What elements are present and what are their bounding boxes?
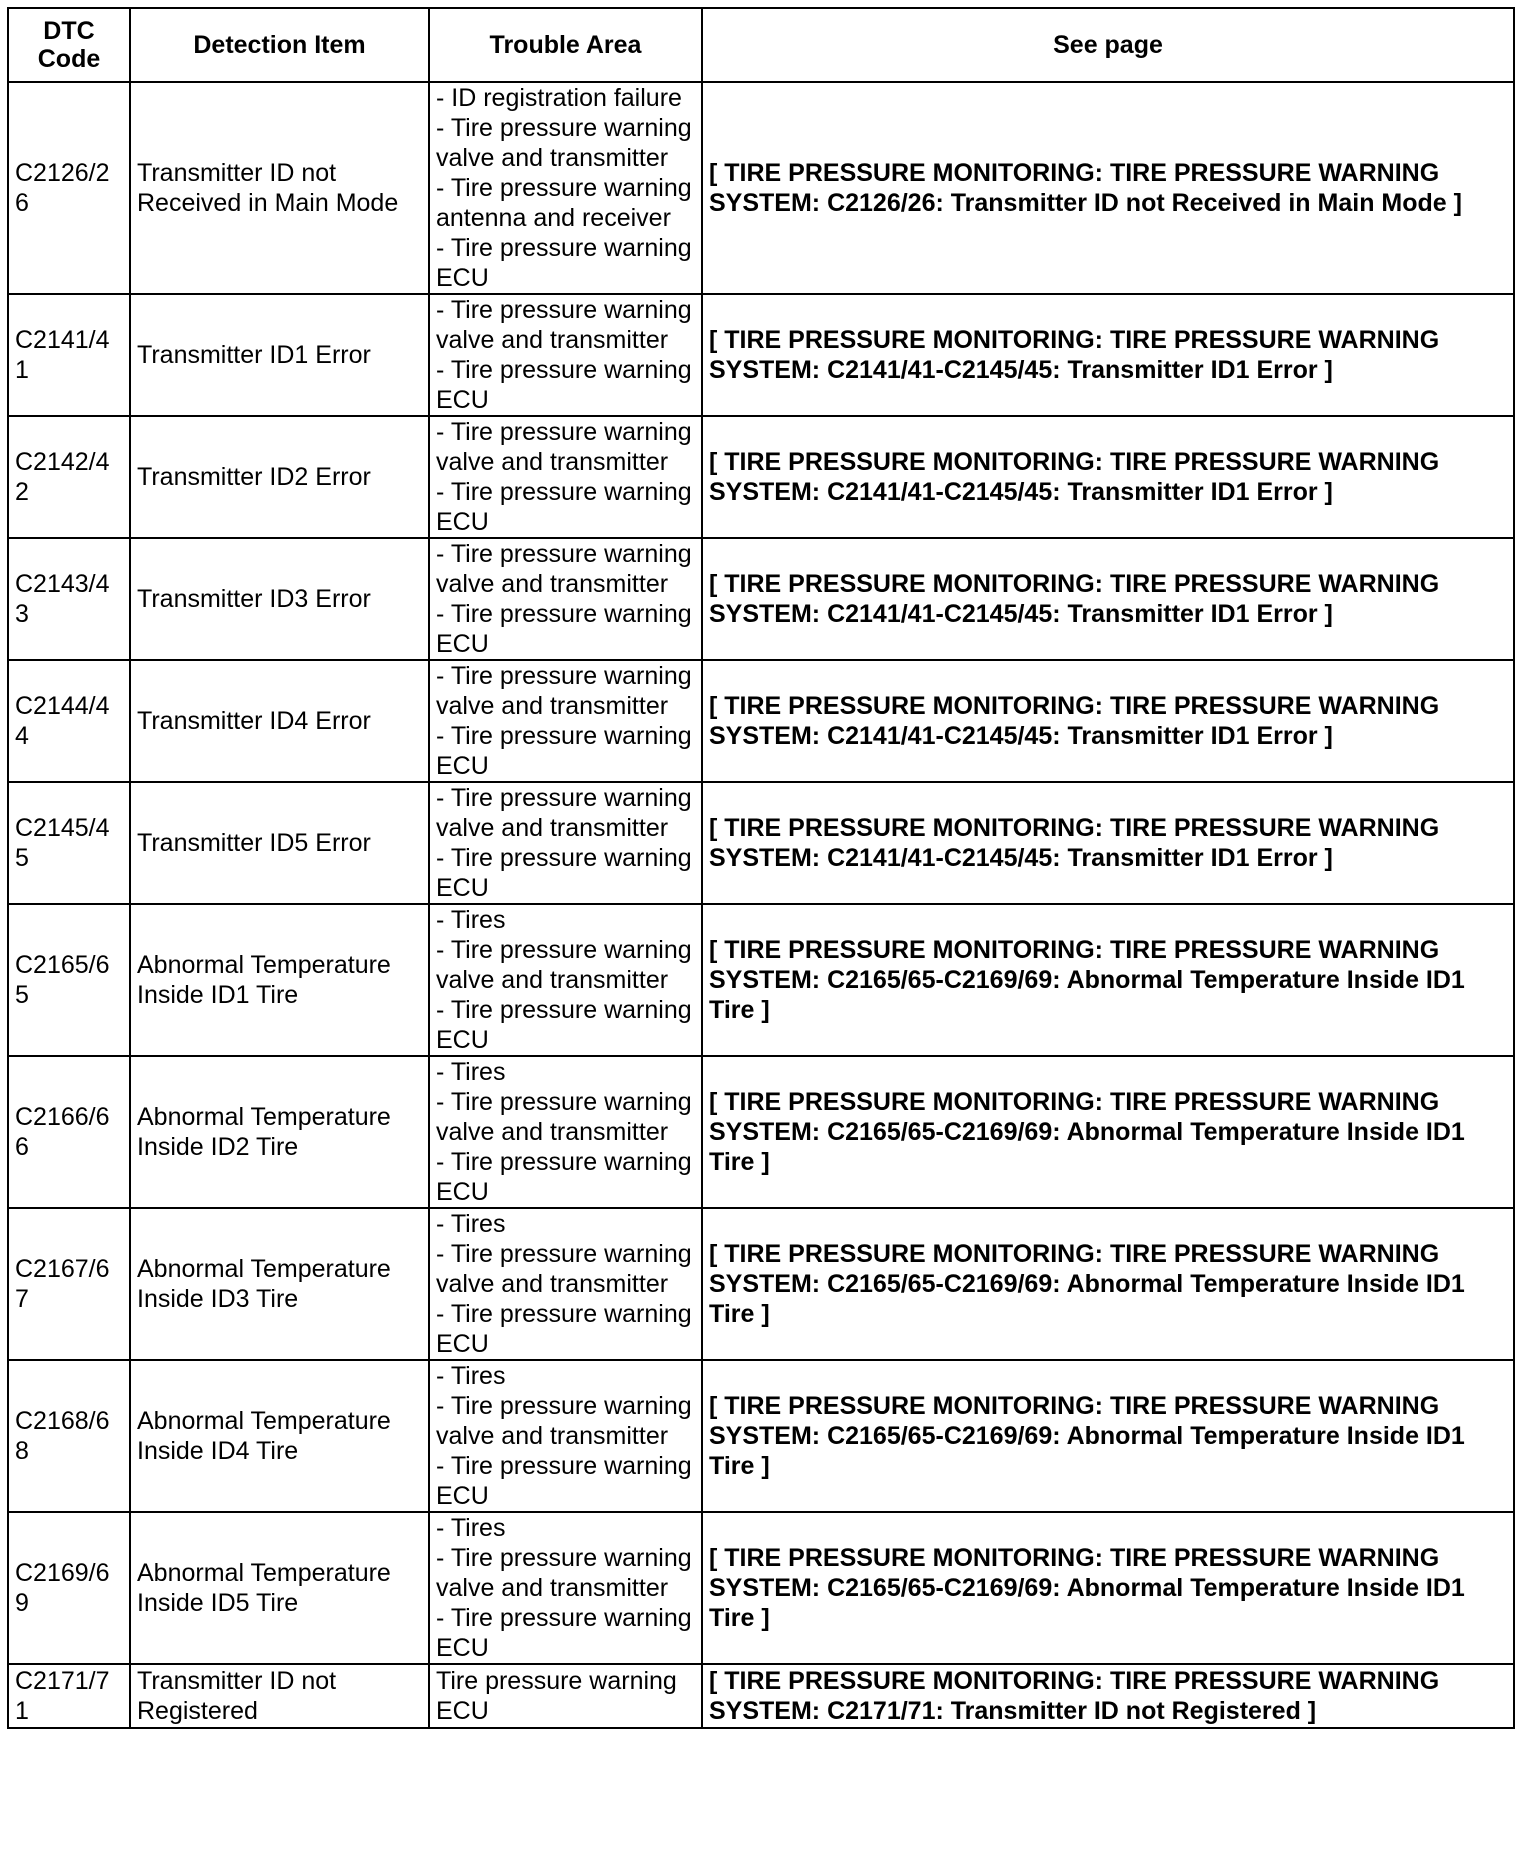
trouble-area-item: - Tires bbox=[436, 1210, 506, 1238]
table-row bbox=[8, 782, 1514, 904]
see-page-link[interactable]: [ TIRE PRESSURE MONITORING: TIRE PRESSURE WARNING SYSTEM: C2141/41-C2145/45: Transmitter ID1 Error ] bbox=[702, 660, 1514, 782]
trouble-area-item: - Tire pressure warning valve and transmitter bbox=[436, 1544, 692, 1602]
header-trouble-area: Trouble Area bbox=[429, 8, 702, 82]
trouble-area-item: - Tires bbox=[436, 1058, 506, 1086]
trouble-area-cell bbox=[429, 1512, 702, 1664]
trouble-area-item: - Tire pressure warning valve and transmitter bbox=[436, 296, 692, 354]
header-row bbox=[8, 8, 1514, 82]
dtc-code-cell: C2167/67 bbox=[8, 1208, 130, 1360]
table-row bbox=[8, 1208, 1514, 1360]
table-row bbox=[8, 1360, 1514, 1512]
dtc-code-cell: C2165/65 bbox=[8, 904, 130, 1056]
trouble-area-item: - Tire pressure warning ECU bbox=[436, 844, 692, 902]
dtc-table bbox=[7, 7, 1515, 1729]
trouble-area-item: - Tire pressure warning ECU bbox=[436, 722, 692, 780]
detection-item-cell: Abnormal Temperature Inside ID4 Tire bbox=[130, 1360, 429, 1512]
trouble-area-item: - Tires bbox=[436, 1514, 506, 1542]
trouble-area-item: - Tire pressure warning valve and transmitter bbox=[436, 662, 692, 720]
detection-item-cell: Transmitter ID not Registered bbox=[130, 1664, 429, 1728]
dtc-code-cell: C2171/71 bbox=[8, 1664, 130, 1728]
detection-item-cell: Abnormal Temperature Inside ID1 Tire bbox=[130, 904, 429, 1056]
table-row bbox=[8, 1512, 1514, 1664]
detection-item-cell: Transmitter ID3 Error bbox=[130, 538, 429, 660]
see-page-link[interactable]: [ TIRE PRESSURE MONITORING: TIRE PRESSURE WARNING SYSTEM: C2165/65-C2169/69: Abnormal Temperature Inside ID1 Tire ] bbox=[702, 1208, 1514, 1360]
table-body bbox=[8, 82, 1514, 1728]
see-page-link[interactable]: [ TIRE PRESSURE MONITORING: TIRE PRESSURE WARNING SYSTEM: C2165/65-C2169/69: Abnormal Temperature Inside ID1 Tire ] bbox=[702, 1512, 1514, 1664]
detection-item-cell: Abnormal Temperature Inside ID2 Tire bbox=[130, 1056, 429, 1208]
trouble-area-item: - Tire pressure warning valve and transmitter bbox=[436, 114, 692, 172]
header-detection-item: Detection Item bbox=[130, 8, 429, 82]
detection-item-cell: Transmitter ID1 Error bbox=[130, 294, 429, 416]
see-page-link[interactable]: [ TIRE PRESSURE MONITORING: TIRE PRESSURE WARNING SYSTEM: C2126/26: Transmitter ID not Received in Main Mode ] bbox=[702, 82, 1514, 294]
see-page-link[interactable]: [ TIRE PRESSURE MONITORING: TIRE PRESSURE WARNING SYSTEM: C2165/65-C2169/69: Abnormal Temperature Inside ID1 Tire ] bbox=[702, 904, 1514, 1056]
trouble-area-cell bbox=[429, 538, 702, 660]
trouble-area-cell bbox=[429, 82, 702, 294]
dtc-code-cell: C2168/68 bbox=[8, 1360, 130, 1512]
dtc-code-cell: C2143/43 bbox=[8, 538, 130, 660]
dtc-code-cell: C2166/66 bbox=[8, 1056, 130, 1208]
trouble-area-item: - Tire pressure warning valve and transmitter bbox=[436, 1088, 692, 1146]
trouble-area-item: - ID registration failure bbox=[436, 84, 682, 112]
table-row bbox=[8, 538, 1514, 660]
see-page-link[interactable]: [ TIRE PRESSURE MONITORING: TIRE PRESSURE WARNING SYSTEM: C2165/65-C2169/69: Abnormal Temperature Inside ID1 Tire ] bbox=[702, 1360, 1514, 1512]
see-page-link[interactable]: [ TIRE PRESSURE MONITORING: TIRE PRESSURE WARNING SYSTEM: C2141/41-C2145/45: Transmitter ID1 Error ] bbox=[702, 782, 1514, 904]
dtc-code-cell: C2169/69 bbox=[8, 1512, 130, 1664]
trouble-area-item: - Tire pressure warning valve and transmitter bbox=[436, 936, 692, 994]
table-row bbox=[8, 660, 1514, 782]
detection-item-cell: Abnormal Temperature Inside ID3 Tire bbox=[130, 1208, 429, 1360]
trouble-area-cell bbox=[429, 660, 702, 782]
trouble-area-item: - Tire pressure warning ECU bbox=[436, 234, 692, 292]
trouble-area-item: - Tire pressure warning valve and transmitter bbox=[436, 418, 692, 476]
trouble-area-item: - Tire pressure warning antenna and receiver bbox=[436, 174, 692, 232]
trouble-area-item: - Tire pressure warning ECU bbox=[436, 356, 692, 414]
dtc-code-cell: C2145/45 bbox=[8, 782, 130, 904]
table-row bbox=[8, 416, 1514, 538]
detection-item-cell: Transmitter ID not Received in Main Mode bbox=[130, 82, 429, 294]
trouble-area-cell bbox=[429, 416, 702, 538]
dtc-code-cell: C2126/26 bbox=[8, 82, 130, 294]
trouble-area-item: - Tire pressure warning ECU bbox=[436, 1148, 692, 1206]
trouble-area-cell bbox=[429, 1664, 702, 1728]
trouble-area-item: Tire pressure warning ECU bbox=[436, 1667, 677, 1725]
detection-item-cell: Transmitter ID2 Error bbox=[130, 416, 429, 538]
trouble-area-cell bbox=[429, 782, 702, 904]
dtc-code-cell: C2142/42 bbox=[8, 416, 130, 538]
trouble-area-item: - Tire pressure warning valve and transmitter bbox=[436, 1240, 692, 1298]
table-row bbox=[8, 82, 1514, 294]
table-row bbox=[8, 904, 1514, 1056]
trouble-area-cell bbox=[429, 1056, 702, 1208]
table-row bbox=[8, 1664, 1514, 1728]
trouble-area-cell bbox=[429, 294, 702, 416]
trouble-area-item: - Tires bbox=[436, 906, 506, 934]
dtc-code-cell: C2144/44 bbox=[8, 660, 130, 782]
header-see-page: See page bbox=[702, 8, 1514, 82]
trouble-area-item: - Tire pressure warning valve and transmitter bbox=[436, 540, 692, 598]
trouble-area-cell bbox=[429, 1208, 702, 1360]
detection-item-cell: Abnormal Temperature Inside ID5 Tire bbox=[130, 1512, 429, 1664]
trouble-area-item: - Tire pressure warning ECU bbox=[436, 1300, 692, 1358]
trouble-area-item: - Tire pressure warning valve and transmitter bbox=[436, 1392, 692, 1450]
detection-item-cell: Transmitter ID5 Error bbox=[130, 782, 429, 904]
see-page-link[interactable]: [ TIRE PRESSURE MONITORING: TIRE PRESSURE WARNING SYSTEM: C2171/71: Transmitter ID not Registered ] bbox=[702, 1664, 1514, 1728]
detection-item-cell: Transmitter ID4 Error bbox=[130, 660, 429, 782]
trouble-area-item: - Tire pressure warning ECU bbox=[436, 600, 692, 658]
see-page-link[interactable]: [ TIRE PRESSURE MONITORING: TIRE PRESSURE WARNING SYSTEM: C2165/65-C2169/69: Abnormal Temperature Inside ID1 Tire ] bbox=[702, 1056, 1514, 1208]
trouble-area-item: - Tire pressure warning ECU bbox=[436, 478, 692, 536]
table-row bbox=[8, 294, 1514, 416]
see-page-link[interactable]: [ TIRE PRESSURE MONITORING: TIRE PRESSURE WARNING SYSTEM: C2141/41-C2145/45: Transmitter ID1 Error ] bbox=[702, 538, 1514, 660]
table-row bbox=[8, 1056, 1514, 1208]
trouble-area-cell bbox=[429, 904, 702, 1056]
trouble-area-cell bbox=[429, 1360, 702, 1512]
see-page-link[interactable]: [ TIRE PRESSURE MONITORING: TIRE PRESSURE WARNING SYSTEM: C2141/41-C2145/45: Transmitter ID1 Error ] bbox=[702, 416, 1514, 538]
trouble-area-item: - Tire pressure warning ECU bbox=[436, 996, 692, 1054]
trouble-area-item: - Tire pressure warning valve and transmitter bbox=[436, 784, 692, 842]
dtc-code-cell: C2141/41 bbox=[8, 294, 130, 416]
header-dtc-code: DTC Code bbox=[8, 8, 130, 82]
trouble-area-item: - Tire pressure warning ECU bbox=[436, 1604, 692, 1662]
trouble-area-item: - Tire pressure warning ECU bbox=[436, 1452, 692, 1510]
see-page-link[interactable]: [ TIRE PRESSURE MONITORING: TIRE PRESSURE WARNING SYSTEM: C2141/41-C2145/45: Transmitter ID1 Error ] bbox=[702, 294, 1514, 416]
trouble-area-item: - Tires bbox=[436, 1362, 506, 1390]
